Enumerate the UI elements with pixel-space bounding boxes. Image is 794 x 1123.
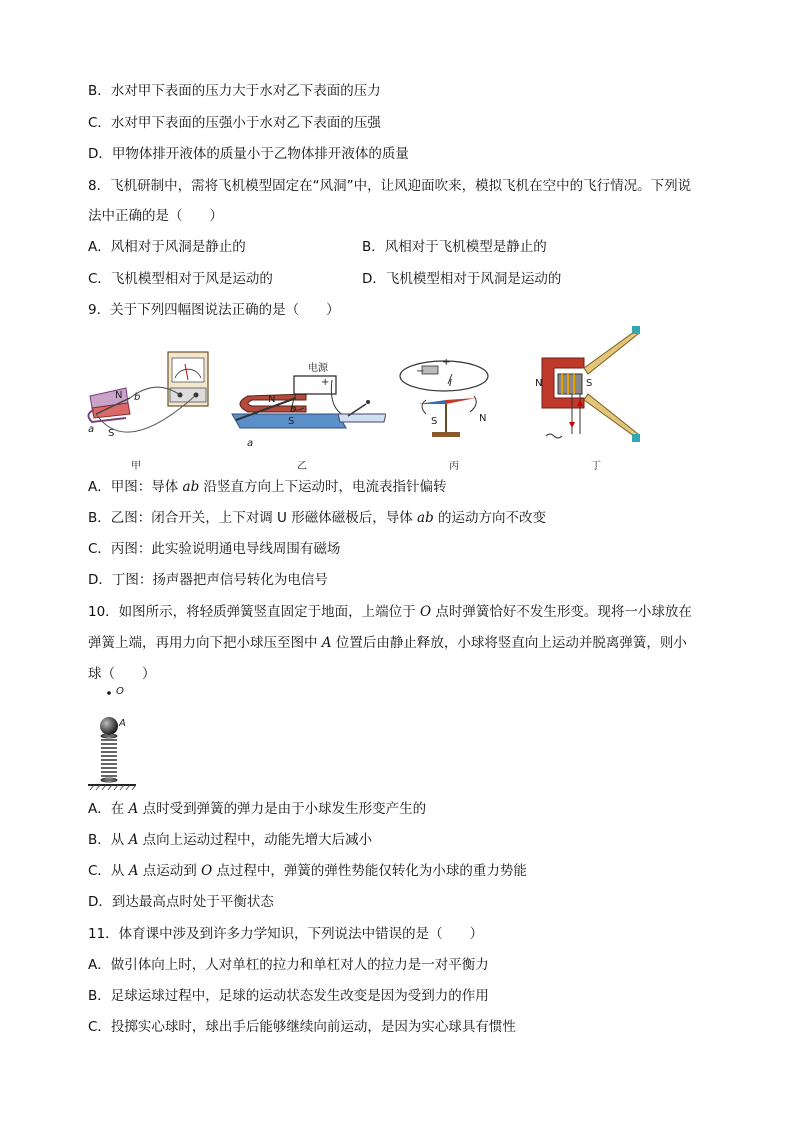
q8-option-a: A．风相对于风洞是静止的 (88, 239, 246, 255)
figure-ding (528, 324, 642, 448)
bing-minus-label: − (416, 366, 425, 377)
q9-option-a: A．甲图：导体 ab 沿竖直方向上下运动时，电流表指针偏转 (88, 479, 447, 495)
spring-a-label: A (119, 718, 126, 729)
q7-option-b: B．水对甲下表面的压力大于水对乙下表面的压力 (88, 83, 381, 99)
q10-stem-line3: 球（ ） (88, 666, 156, 682)
q9-option-c: C．丙图：此实验说明通电导线周围有磁场 (88, 541, 341, 557)
yi-plus-label: + (321, 377, 330, 388)
q11-option-a: A．做引体向上时，人对单杠的拉力和单杠对人的拉力是一对平衡力 (88, 957, 489, 973)
yi-n-label: N (268, 394, 276, 405)
caption-bing: 丙 (449, 461, 459, 472)
q8-option-c: C．飞机模型相对于风是运动的 (88, 271, 273, 287)
q8-stem-line1: 8．飞机研制中，需将飞机模型固定在“风洞”中，让风迎面吹来，模拟飞机在空中的飞行情况。下列说 (88, 178, 692, 194)
figure-yi (226, 356, 386, 446)
q7-option-c: C．水对甲下表面的压强小于水对乙下表面的压强 (88, 115, 381, 131)
bing-n-label: N (479, 413, 487, 424)
yi-s-label: S (288, 416, 295, 427)
q9-option-b: B．乙图：闭合开关，上下对调 U 形磁体磁极后，导体 ab 的运动方向不改变 (88, 510, 547, 526)
q10-stem-line2: 弹簧上端，再用力向下把小球压至图中 A 位置后由静止释放，小球将竖直向上运动并脱离弹簧，则小 (88, 635, 687, 651)
q7-option-d: D．甲物体排开液体的质量小于乙物体排开液体的质量 (88, 146, 409, 162)
jia-a-label: a (88, 424, 95, 435)
ding-s-label: S (586, 378, 593, 389)
q9-option-d: D．丁图：扬声器把声信号转化为电信号 (88, 572, 328, 588)
q11-stem: 11．体育课中涉及到许多力学知识，下列说法中错误的是（ ） (88, 926, 484, 942)
q10-stem-line1: 10．如图所示，将轻质弹簧竖直固定于地面，上端位于 O 点时弹簧恰好不发生形变。现将一小球放在 (88, 604, 692, 620)
q10-option-d: D．到达最高点时处于平衡状态 (88, 894, 274, 910)
q10-option-a: A．在 A 点时受到弹簧的弹力是由于小球发生形变产生的 (88, 801, 427, 817)
bing-i-label: I (449, 378, 452, 389)
caption-yi: 乙 (297, 461, 307, 472)
yi-a-label: a (247, 438, 254, 449)
jia-b-label: b (134, 392, 141, 403)
q10-option-c: C．从 A 点运动到 O 点过程中，弹簧的弹性势能仅转化为小球的重力势能 (88, 863, 527, 879)
q10-option-b: B．从 A 点向上运动过程中，动能先增大后减小 (88, 832, 373, 848)
figure-spring (88, 684, 148, 794)
q11-option-c: C．投掷实心球时，球出手后能够继续向前运动，是因为实心球具有惯性 (88, 1019, 516, 1035)
caption-jia: 甲 (131, 461, 141, 472)
q11-option-b: B．足球运球过程中，足球的运动状态发生改变是因为受到力的作用 (88, 988, 489, 1004)
q8-option-d: D．飞机模型相对于风洞是运动的 (362, 271, 562, 287)
figure-jia (86, 348, 216, 448)
q8-stem-line2: 法中正确的是（ ） (88, 208, 223, 224)
q8-option-b: B．风相对于飞机模型是静止的 (362, 239, 547, 255)
yi-b-label: b (290, 404, 297, 415)
bing-s-label: S (431, 416, 438, 427)
jia-s-label: S (108, 428, 115, 439)
spring-o-label: O (116, 686, 124, 697)
q9-stem: 9．关于下列四幅图说法正确的是（ ） (88, 302, 340, 318)
jia-n-label: N (115, 390, 123, 401)
figure-bing (396, 356, 496, 446)
caption-ding: 丁 (591, 461, 601, 472)
yi-power-label: 电源 (308, 363, 328, 374)
ding-n-label: N (535, 378, 543, 389)
bing-plus-label: + (442, 357, 451, 368)
